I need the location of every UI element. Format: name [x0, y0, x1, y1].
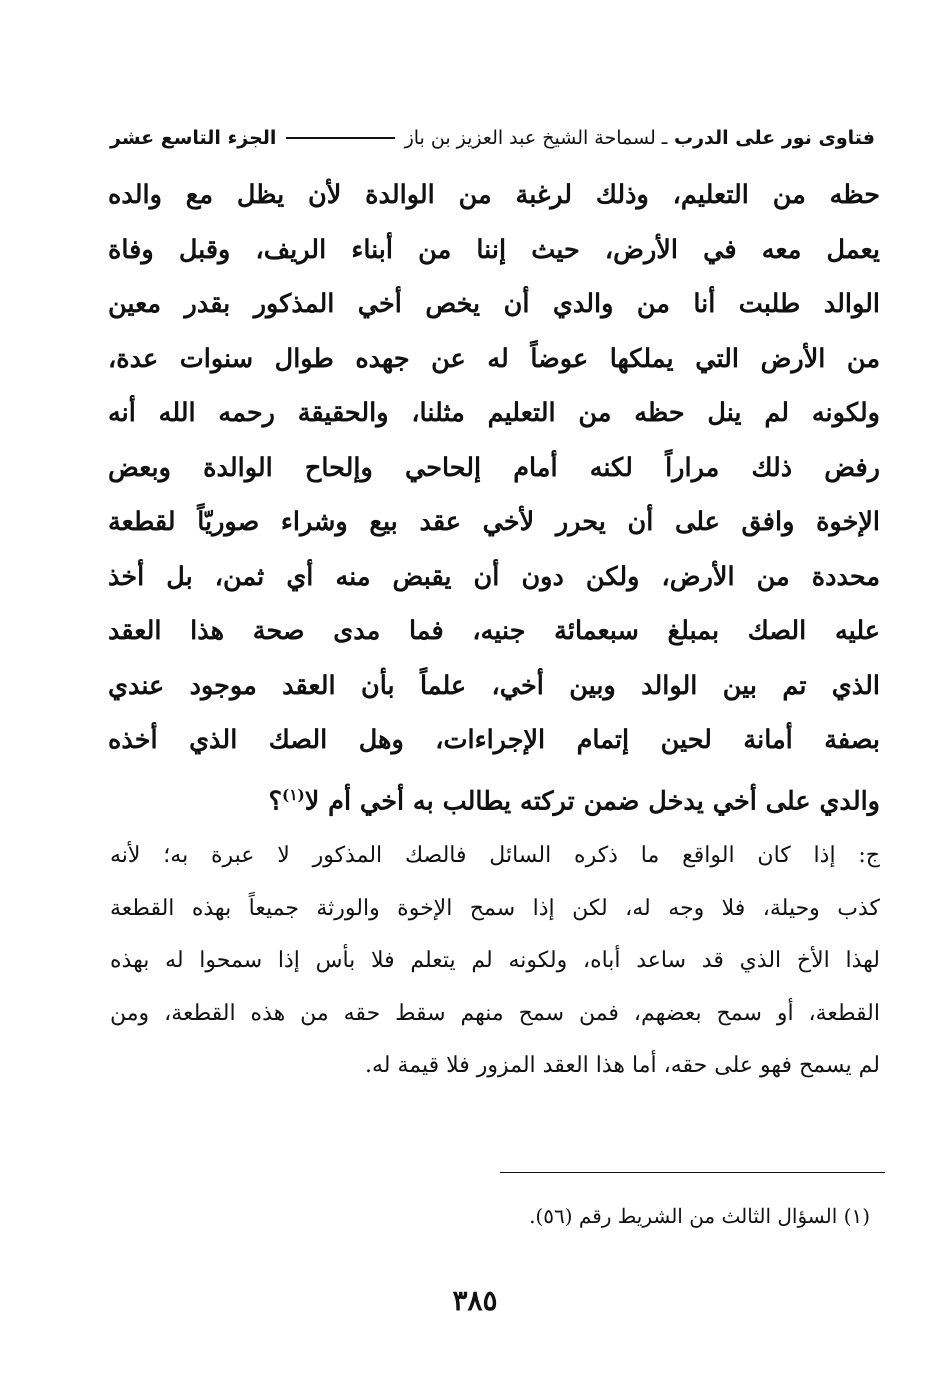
footnote: (١) السؤال الثالث من الشريط رقم (٥٦).	[529, 1204, 870, 1228]
question-line: ولكونه لم ينل حظه من التعليم مثلنا، والحقيقة رحمه الله أنه	[108, 398, 880, 428]
question-line: الوالد طلبت أنا من والدي أن يخص أخي المذكور بقدر معين	[108, 289, 880, 319]
answer-line: لم يسمح فهو على حقه، أما هذا العقد المزور فلا قيمة له.	[364, 1053, 880, 1078]
header-rule	[286, 137, 394, 139]
question-line: من الأرض التي يملكها عوضاً له عن جهده طوال سنوات عدة،	[108, 343, 880, 374]
footnote-separator	[500, 1172, 885, 1173]
answer-line: القطعة، أو سمح بعضهم، فمن سمح منهم سقط حقه من هذه القطعة، ومن	[110, 1000, 880, 1026]
book-title: فتاوى نور على الدرب	[674, 127, 875, 149]
answer-line: كذب وحيلة، فلا وجه له، لكن إذا سمح الإخوة والورثة جميعاً بهذه القطعة	[110, 895, 880, 921]
question-line: بصفة أمانة لحين إتمام الإجراءات، وهل الصك الذي أخذه	[108, 725, 880, 755]
answer-text	[110, 830, 880, 1093]
question-line: يعمل معه في الأرض، حيث إننا من أبناء الريف، وقبل وفاة	[108, 234, 880, 265]
question-line: محددة من الأرض، ولكن دون أن يقبض منه أي ثمن، بل أخذ	[108, 561, 880, 592]
question-line: عليه الصك بمبلغ سبعمائة جنيه، فما مدى صحة هذا العقد	[108, 616, 880, 646]
question-line: الذي تم بين الوالد وبين أخي، علماً بأن العقد موجود عندي	[108, 670, 880, 701]
footnote-ref: (١)	[282, 785, 305, 804]
question-mark: ؟	[268, 786, 283, 816]
header-title	[405, 127, 875, 149]
answer-line: لهذا الأخ الذي قد ساعد أباه، ولكونه لم يتعلم فلا بأس إذا سمحوا له بهذه	[110, 948, 880, 973]
answer-line: ج: إذا كان الواقع ما ذكره السائل فالصك المذكور لا عبرة به؛ لأنه	[110, 843, 880, 868]
part-label: الجزء التاسع عشر	[110, 127, 277, 149]
running-header	[110, 118, 875, 158]
header-subtitle: ـ لسماحة الشيخ عبد العزيز بن باز	[404, 127, 668, 149]
question-line: الإخوة وافق على أن يحرر لأخي عقد بيع وشراء صوريّاً لقطعة	[108, 507, 880, 537]
question-text	[108, 168, 880, 829]
question-last-line	[108, 768, 880, 829]
question-line: رفض ذلك مراراً لكنه أمام إلحاحي وإلحاح الوالدة وبعض	[108, 452, 880, 483]
page-number: ٣٨٥	[452, 1284, 498, 1317]
question-line-text: والدي على أخي يدخل ضمن تركته يطالب به أخي أم لا	[304, 786, 880, 816]
question-line: حظه من التعليم، وذلك لرغبة من الوالدة لأن يظل مع والده	[108, 180, 880, 210]
